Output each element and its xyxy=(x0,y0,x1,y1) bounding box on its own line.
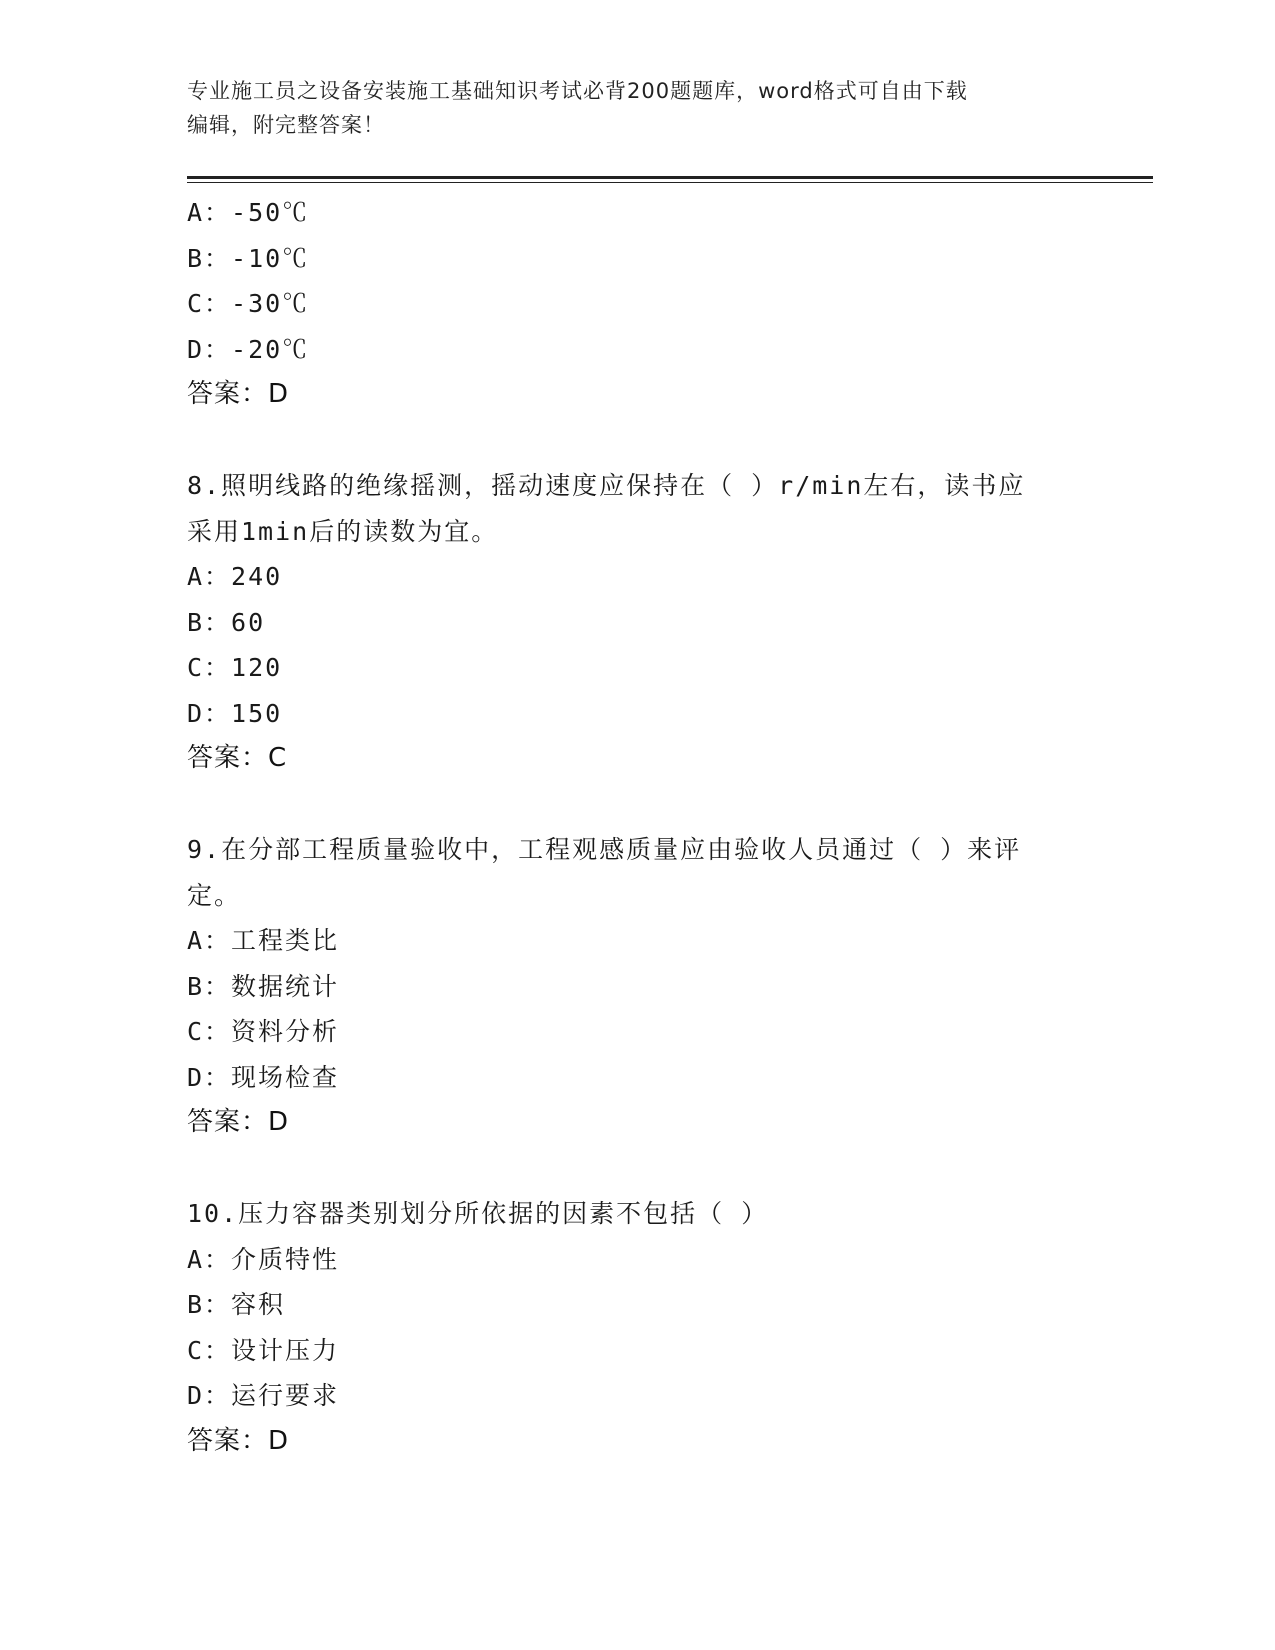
question-stem: 10.压力容器类别划分所依据的因素不包括（ ） xyxy=(187,1199,769,1228)
question-stem-continued: 采用1min后的读数为宜。 xyxy=(187,516,499,546)
option-d: D：现场检查 xyxy=(187,1062,340,1092)
option-d: D：-20℃ xyxy=(187,334,310,364)
question-10 xyxy=(187,1191,1087,1464)
option-a: A：介质特性 xyxy=(187,1244,340,1274)
option-d: D：150 xyxy=(187,698,283,728)
spacer xyxy=(187,782,1087,828)
option-c: C：-30℃ xyxy=(187,289,310,318)
option-a: A：-50℃ xyxy=(187,198,310,227)
option-b: B：数据统计 xyxy=(187,971,340,1001)
answer: 答案：D xyxy=(187,1425,290,1456)
option-c: C：资料分析 xyxy=(187,1017,340,1046)
option-d: D：运行要求 xyxy=(187,1381,340,1410)
option-a: A：240 xyxy=(187,562,283,591)
question-7 xyxy=(187,190,1087,418)
answer: 答案：D xyxy=(187,379,290,409)
option-a: A：工程类比 xyxy=(187,926,340,955)
spacer xyxy=(187,1146,1087,1192)
question-9 xyxy=(187,827,1087,1146)
answer: 答案：D xyxy=(187,1107,290,1137)
answer: 答案：C xyxy=(187,743,288,773)
question-8 xyxy=(187,463,1087,782)
question-list xyxy=(187,190,1087,1464)
option-b: B：-10℃ xyxy=(187,243,310,273)
option-c: C：设计压力 xyxy=(187,1335,340,1365)
question-stem-continued: 定。 xyxy=(187,880,242,910)
header-divider-thin xyxy=(187,182,1153,183)
header-line-1: 专业施工员之设备安装施工基础知识考试必背200题题库，word格式可自由下载 xyxy=(187,79,968,103)
document-header xyxy=(187,74,1067,142)
spacer xyxy=(187,418,1087,464)
question-stem: 8.照明线路的绝缘摇测，摇动速度应保持在（ ）r/min左右，读书应 xyxy=(187,471,1026,500)
option-b: B：60 xyxy=(187,607,266,637)
header-divider-thick xyxy=(187,176,1153,179)
question-stem: 9.在分部工程质量验收中，工程观感质量应由验收人员通过（ ）来评 xyxy=(187,835,1022,864)
option-c: C：120 xyxy=(187,653,283,682)
option-b: B：容积 xyxy=(187,1290,286,1319)
header-line-2: 编辑，附完整答案！ xyxy=(187,113,385,137)
